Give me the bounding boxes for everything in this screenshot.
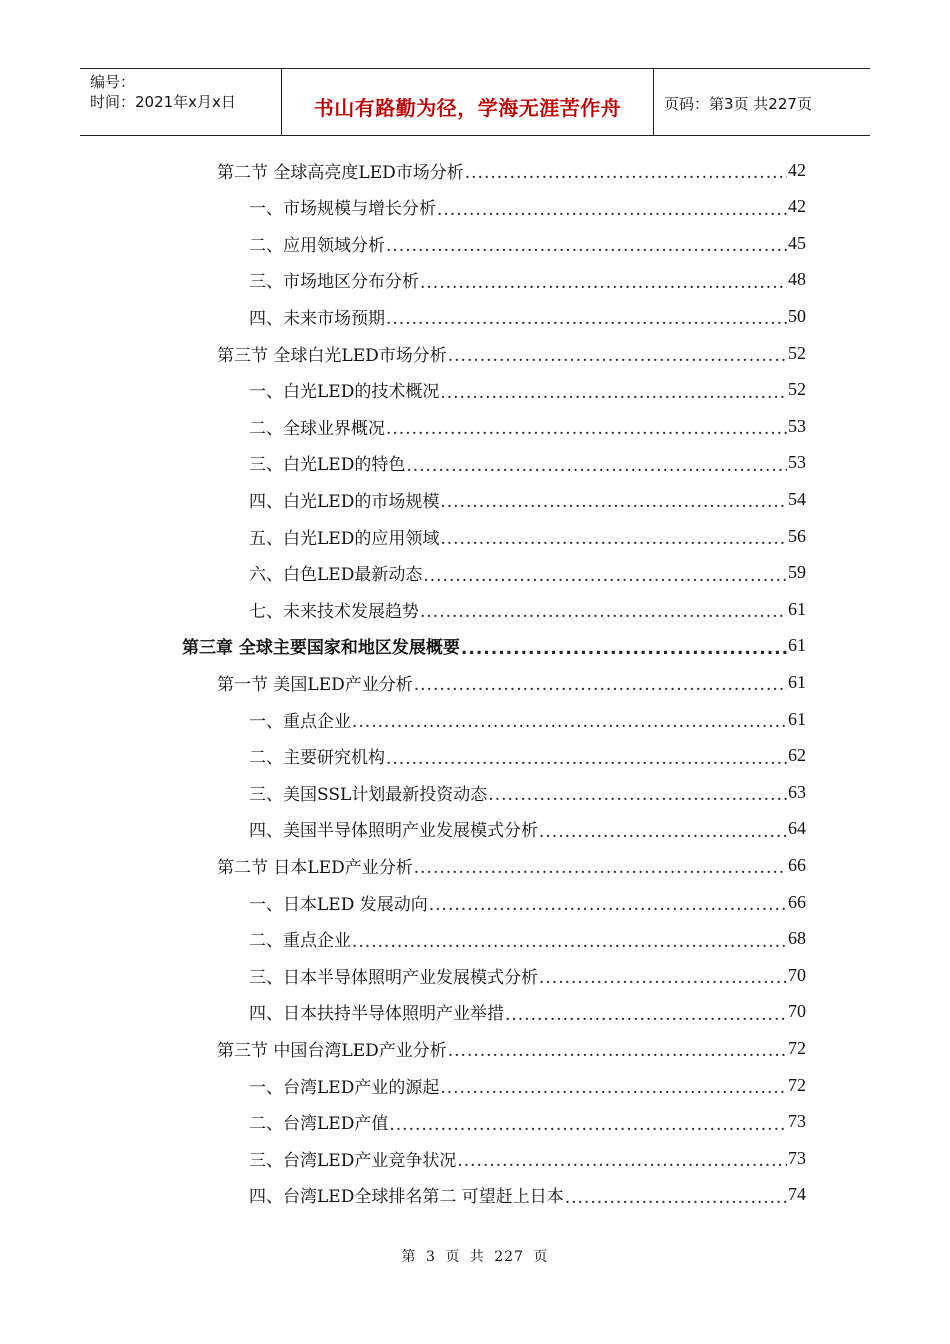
toc-entry-title: 三、台湾LED产业竞争状况 [249,1150,457,1171]
toc-dot-leader [457,1151,787,1171]
toc-entry-title: 二、应用领域分析 [249,235,385,256]
toc-subsection-entry[interactable] [249,774,806,810]
toc-dot-leader [420,602,787,622]
toc-subsection-entry[interactable] [249,994,806,1030]
toc-dot-leader [440,383,787,403]
toc-entry-title: 第三章 全球主要国家和地区发展概要 [182,638,460,659]
toc-dot-leader [420,273,787,293]
toc-entry-page-number: 72 [788,1037,806,1058]
toc-dot-leader [389,1115,787,1135]
toc-entry-title: 一、白光LED的技术概况 [249,382,440,403]
toc-subsection-entry[interactable] [249,481,806,517]
toc-dot-leader [461,639,787,659]
toc-entry-title: 三、白光LED的特色 [249,455,406,476]
toc-dot-leader [440,492,787,512]
toc-entry-page-number: 53 [788,415,806,436]
toc-subsection-entry[interactable] [249,1104,806,1140]
toc-entry-page-number: 74 [788,1184,806,1205]
date-label: 时间：2021年x月x日 [90,93,236,111]
toc-section-entry[interactable] [217,664,806,700]
toc-dot-leader [352,932,787,952]
toc-dot-leader [406,456,787,476]
toc-subsection-entry[interactable] [249,408,806,444]
toc-entry-title: 一、重点企业 [249,711,351,732]
toc-dot-leader [423,566,787,586]
page-footer: 第 3 页 共 227 页 [401,1249,549,1265]
toc-subsection-entry[interactable] [249,1067,806,1103]
toc-entry-title: 二、全球业界概况 [249,418,385,439]
toc-entry-title: 四、日本扶持半导体照明产业举措 [249,1004,504,1025]
toc-entry-title: 四、美国半导体照明产业发展模式分析 [249,821,538,842]
toc-dot-leader [414,858,787,878]
toc-entry-title: 三、市场地区分布分析 [249,272,419,293]
toc-entry-page-number: 61 [788,708,806,729]
header-page-label: 页码：第3页 共227页 [664,94,812,113]
toc-dot-leader [565,1188,787,1208]
toc-subsection-entry[interactable] [249,884,806,920]
toc-entry-page-number: 61 [788,671,806,692]
toc-dot-leader [386,309,787,329]
toc-dot-leader [352,712,787,732]
toc-entry-title: 三、日本半导体照明产业发展模式分析 [249,967,538,988]
toc-subsection-entry[interactable] [249,225,806,261]
toc-entry-title: 一、市场规模与增长分析 [249,199,436,220]
toc-entry-title: 二、主要研究机构 [249,748,385,769]
toc-section-entry[interactable] [217,335,806,371]
toc-entry-title: 五、白光LED的应用领域 [249,528,440,549]
toc-dot-leader [386,419,787,439]
toc-section-entry[interactable] [217,847,806,883]
toc-dot-leader [448,1041,787,1061]
header-motto: 书山有路勤为径，学海无涯苦作舟 [282,69,654,135]
toc-entry-page-number: 42 [788,159,806,180]
toc-entry-title: 六、白色LED最新动态 [249,565,423,586]
header-info-cell [80,69,282,135]
toc-entry-page-number: 70 [788,964,806,985]
toc-entry-page-number: 73 [788,1111,806,1132]
toc-dot-leader [386,749,787,769]
toc-entry-page-number: 52 [788,342,806,363]
toc-subsection-entry[interactable] [249,591,806,627]
toc-entry-page-number: 42 [788,196,806,217]
toc-entry-title: 二、重点企业 [249,931,351,952]
toc-chapter-entry[interactable] [182,628,806,664]
toc-entry-page-number: 66 [788,891,806,912]
toc-entry-page-number: 50 [788,305,806,326]
toc-subsection-entry[interactable] [249,957,806,993]
toc-subsection-entry[interactable] [249,445,806,481]
toc-entry-title: 四、白光LED的市场规模 [249,491,440,512]
toc-entry-page-number: 73 [788,1147,806,1168]
toc-entry-page-number: 56 [788,525,806,546]
toc-subsection-entry[interactable] [249,262,806,298]
toc-subsection-entry[interactable] [249,811,806,847]
toc-dot-leader [505,1005,787,1025]
toc-subsection-entry[interactable] [249,1140,806,1176]
toc-entry-page-number: 54 [788,488,806,509]
page-header [80,68,870,136]
toc-dot-leader [465,163,787,183]
toc-dot-leader [414,675,787,695]
toc-entry-title: 四、未来市场预期 [249,308,385,329]
toc-dot-leader [440,1078,787,1098]
toc-entry-title: 四、台湾LED全球排名第二 可望赶上日本 [249,1187,564,1208]
toc-dot-leader [539,822,787,842]
toc-subsection-entry[interactable] [249,738,806,774]
toc-entry-page-number: 48 [788,269,806,290]
toc-entry-title: 第三节 全球白光LED市场分析 [217,345,447,366]
toc-dot-leader [440,529,787,549]
toc-entry-page-number: 61 [788,635,806,656]
toc-subsection-entry[interactable] [249,921,806,957]
toc-subsection-entry[interactable] [249,555,806,591]
toc-entry-title: 一、台湾LED产业的源起 [249,1077,440,1098]
toc-dot-leader [386,236,787,256]
toc-subsection-entry[interactable] [249,701,806,737]
toc-entry-page-number: 53 [788,452,806,473]
toc-entry-title: 第一节 美国LED产业分析 [217,674,413,695]
toc-subsection-entry[interactable] [249,372,806,408]
toc-section-entry[interactable] [217,152,806,188]
toc-entry-page-number: 72 [788,1074,806,1095]
toc-entry-title: 一、日本LED 发展动向 [249,894,428,915]
toc-entry-page-number: 61 [788,598,806,619]
toc-entry-title: 二、台湾LED产值 [249,1114,389,1135]
toc-entry-page-number: 70 [788,1001,806,1022]
toc-entry-page-number: 63 [788,781,806,802]
toc-dot-leader [448,346,787,366]
toc-subsection-entry[interactable] [249,298,806,334]
toc-entry-title: 第三节 中国台湾LED产业分析 [217,1040,447,1061]
toc-entry-title: 三、美国SSL计划最新投资动态 [249,784,488,805]
toc-subsection-entry[interactable] [249,189,806,225]
toc-section-entry[interactable] [217,1030,806,1066]
toc-entry-title: 七、未来技术发展趋势 [249,601,419,622]
toc-entry-page-number: 64 [788,818,806,839]
toc-dot-leader [437,200,787,220]
toc-subsection-entry[interactable] [249,1177,806,1213]
toc-entry-page-number: 59 [788,562,806,583]
toc-dot-leader [488,785,787,805]
toc-dot-leader [539,968,787,988]
toc-dot-leader [429,895,787,915]
toc-entry-page-number: 45 [788,232,806,253]
toc-entry-page-number: 52 [788,379,806,400]
serial-label: 编号： [90,73,136,91]
toc-entry-page-number: 62 [788,745,806,766]
toc-subsection-entry[interactable] [249,518,806,554]
toc-entry-page-number: 68 [788,928,806,949]
toc-entry-title: 第二节 日本LED产业分析 [217,857,413,878]
toc-entry-title: 第二节 全球高亮度LED市场分析 [217,162,464,183]
toc-entry-page-number: 66 [788,854,806,875]
